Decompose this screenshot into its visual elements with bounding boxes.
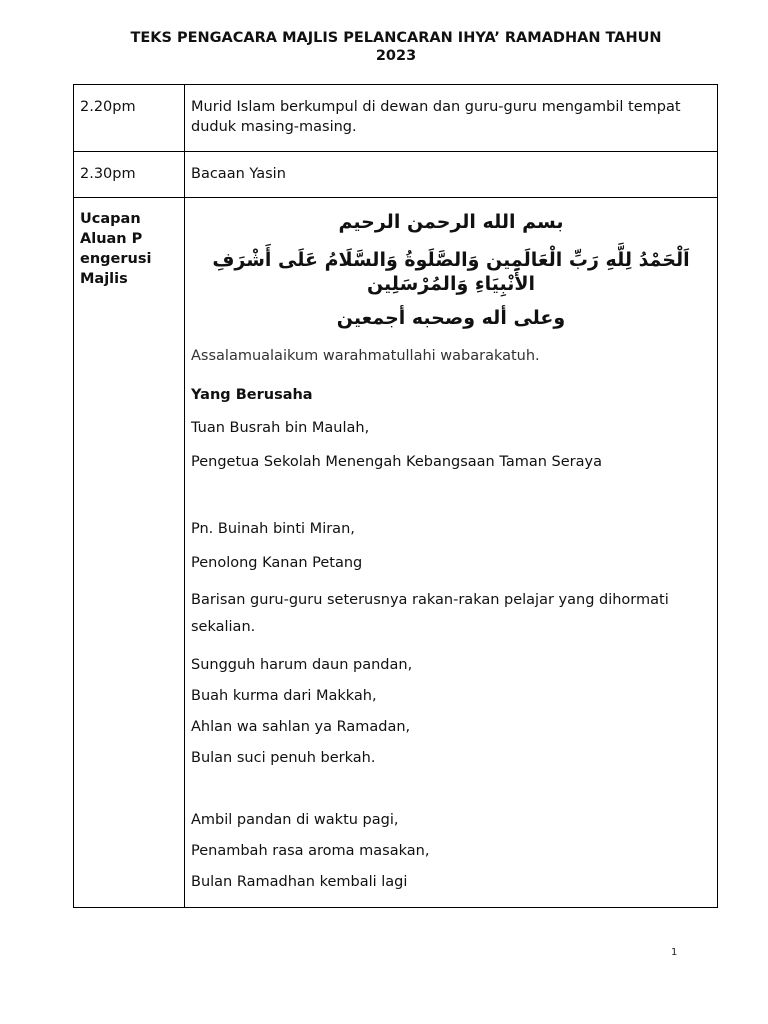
table-row xyxy=(74,85,718,152)
time-text: 2.30pm xyxy=(80,166,136,182)
salawat-closing: وعلى أله وصحبه أجمعين xyxy=(336,307,566,329)
activity-cell xyxy=(185,152,718,198)
honorific-text: Yang Berusaha xyxy=(191,387,313,403)
pantun-stanza-2 xyxy=(191,810,711,903)
pantun-line: Bulan Ramadhan kembali lagi xyxy=(191,874,408,890)
greeting-text: Assalamualaikum warahmatullahi wabarakatuh. xyxy=(191,348,540,364)
hamdalah: اَلْحَمْدُ لِلَّهِ رَبِّ الْعَالَمِين وَالصَّلَوةُ وَالسَّلَامُ عَلَى أَشْرَفِ الأَنْبِيَاءِ وَالمُرْسَلِين xyxy=(212,249,690,295)
document-title-line-2: 2023 xyxy=(375,48,417,64)
time-cell xyxy=(74,152,185,198)
activity-text: Murid Islam berkumpul di dewan dan guru-guru mengambil tempat duduk masing-masing. xyxy=(191,99,681,135)
table-row xyxy=(74,152,718,198)
pantun-line: Penambah rasa aroma masakan, xyxy=(191,843,430,859)
pantun-line: Ahlan wa sahlan ya Ramadan, xyxy=(191,719,411,735)
guest-name: Pn. Buinah binti Miran, xyxy=(191,521,355,537)
table-row xyxy=(74,198,718,908)
schedule-table xyxy=(73,84,718,908)
document-title xyxy=(74,29,718,65)
guest-title: Pengetua Sekolah Menengah Kebangsaan Taman Seraya xyxy=(191,454,602,470)
guest-title: Penolong Kanan Petang xyxy=(191,555,363,571)
basmalah: بسم الله الرحمن الرحيم xyxy=(338,211,564,233)
pantun-line: Sungguh harum daun pandan, xyxy=(191,657,413,673)
time-text: 2.20pm xyxy=(80,99,136,115)
activity-text: Bacaan Yasin xyxy=(191,166,286,182)
speech-label: Ucapan Aluan Pengerusi Majlis xyxy=(80,211,152,287)
pantun-stanza-1 xyxy=(191,655,711,779)
speech-label-cell xyxy=(74,198,185,908)
time-cell xyxy=(74,85,185,152)
pantun-line: Buah kurma dari Makkah, xyxy=(191,688,377,704)
page-number: 1 xyxy=(671,947,678,958)
activity-cell xyxy=(185,85,718,152)
audience-text: Barisan guru-guru seterusnya rakan-rakan pelajar yang dihormati sekalian. xyxy=(191,592,669,635)
document-title-line-1: TEKS PENGACARA MAJLIS PELANCARAN IHYA’ RAMADHAN TAHUN xyxy=(130,30,662,46)
speech-cell xyxy=(185,198,718,908)
guest-name: Tuan Busrah bin Maulah, xyxy=(191,420,370,436)
pantun-line: Bulan suci penuh berkah. xyxy=(191,750,376,766)
pantun-line: Ambil pandan di waktu pagi, xyxy=(191,812,399,828)
